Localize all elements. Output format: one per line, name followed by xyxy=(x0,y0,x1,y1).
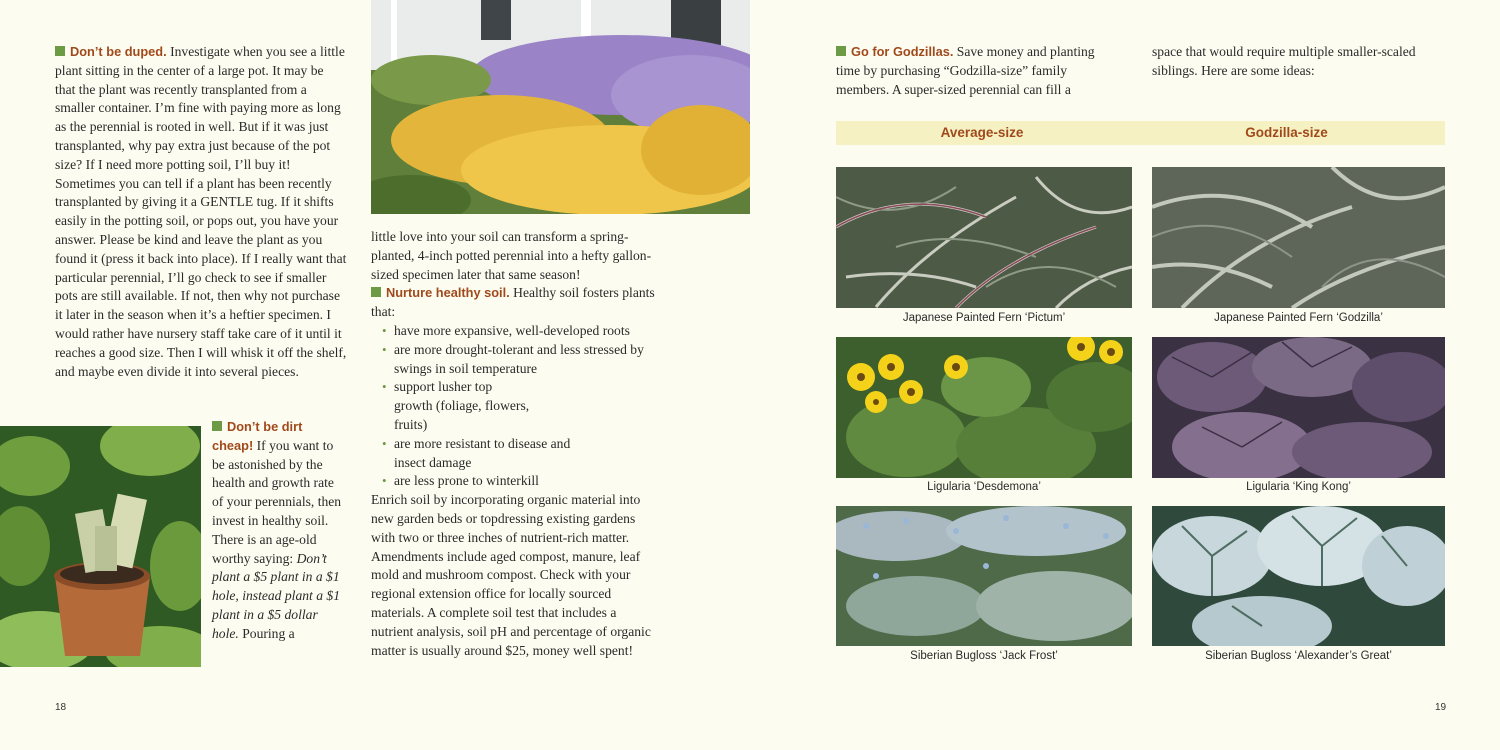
list-item: • have more expansive, well-developed roots xyxy=(371,322,661,341)
list-item: • are more drought-tolerant and less stressed by swings in soil temperature xyxy=(382,341,644,376)
square-bullet-icon xyxy=(836,46,846,56)
ligularia-king-kong-photo xyxy=(1152,337,1445,478)
godzilla-intro-paragraph xyxy=(836,43,1121,99)
bugloss-alexanders-great-photo xyxy=(1152,506,1445,646)
ligularia-desdemona-photo xyxy=(836,337,1132,478)
enrich-soil-paragraph: Enrich soil by incorporating organic material into new garden beds or topdressing existing gardens with two or three inches of nutrient-rich matter. Amendments include aged compost, manure, leaf mold and mushroom compost. Check with your regional extension office for locally sourced materials. A complete soil test that includes a nutrient analysis, soil pH and percentage of organic matter is usually around $25, money well spent! xyxy=(371,492,651,658)
dont-be-duped-paragraph xyxy=(55,43,347,381)
ligularia-desdemona-caption: Ligularia ‘Desdemona’ xyxy=(927,481,1041,493)
square-bullet-icon xyxy=(212,421,222,431)
bullet-dot-icon: • xyxy=(382,435,387,451)
list-item: • are less prone to winterkill xyxy=(371,472,661,491)
soil-continuation: little love into your soil can transform a spring-planted, 4-inch potted perennial into a hefty gallon-sized specimen later that same season! xyxy=(371,229,652,282)
list-item: • are more resistant to disease and insect damage xyxy=(382,435,571,470)
garden-bed-photo xyxy=(371,0,750,214)
garden-bed-image xyxy=(371,0,750,214)
bugloss-jack-frost-photo xyxy=(836,506,1132,646)
nurture-soil-text: Healthy soil fosters plants that: xyxy=(371,285,655,320)
ligularia-king-kong-image xyxy=(1152,337,1445,478)
bugloss-jack-frost-image xyxy=(836,506,1132,646)
fern-godzilla-image xyxy=(1152,167,1445,308)
nurture-soil-heading: Nurture healthy soil. xyxy=(386,285,510,301)
square-bullet-icon xyxy=(55,46,65,56)
right-page xyxy=(750,0,1500,750)
bullet-dot-icon: • xyxy=(382,379,387,395)
godzilla-intro-right xyxy=(1152,43,1452,81)
money-plant-image xyxy=(0,426,201,667)
dirt-cheap-heading: Don’t be dirt cheap! xyxy=(212,419,303,453)
godzilla-heading: Go for Godzillas. xyxy=(851,44,954,59)
ligularia-king-kong-caption: Ligularia ‘King Kong’ xyxy=(1246,481,1351,493)
column-two xyxy=(371,228,661,660)
comparison-table-header xyxy=(836,121,1445,145)
fern-godzilla-photo xyxy=(1152,167,1445,308)
page-number-right: 19 xyxy=(1435,702,1447,713)
dont-be-duped-section xyxy=(55,43,347,381)
money-plant-photo xyxy=(0,426,201,667)
list-item: • support lusher top growth (foliage, flowers, fruits) xyxy=(382,379,530,432)
fern-pictum-photo xyxy=(836,167,1132,308)
dont-be-duped-text: Investigate when you see a little plant sitting in the center of a large pot. It may be that the plant was recently transplanted from a smaller container. I’m fine with paying more as long as the perennial is rooted in well. But if it was just transplanted, why pay extra just because of the pot size? If I need more potting soil, I’ll buy it! Sometimes you can tell if a plant has been recently transplanted by giving it a GENTLE tug. If it shifts easily in the potting soil, or pops out, you have your answer. Please be kind and leave the plant as you found it (press it back into place). If I really want that particular perennial, I’ll go check to see if smaller pots are still available. If not, then why not purchase it later in the season when it’s a heftier specimen. I would rather have nursery staff take care of it until it reaches a good size. Then I will whisk it off the shelf, and maybe even divide it into several pieces. xyxy=(55,44,347,379)
ligularia-desdemona-image xyxy=(836,337,1132,478)
dirt-cheap-tail: Pouring a xyxy=(238,625,295,641)
bugloss-jack-frost-caption: Siberian Bugloss ‘Jack Frost’ xyxy=(910,650,1058,662)
dont-be-duped-heading: Don’t be duped. xyxy=(70,44,167,59)
dirt-cheap-section xyxy=(212,418,347,644)
average-size-header: Average-size xyxy=(940,125,1024,140)
bugloss-alexanders-great-image xyxy=(1152,506,1445,646)
nurture-soil-paragraph xyxy=(371,284,661,322)
godzilla-text: Save money and planting time by purchasing “Godzilla-size” family members. A super-sized perennial can fill a xyxy=(836,44,1095,97)
soil-benefits-list xyxy=(371,322,661,491)
square-bullet-icon xyxy=(371,287,381,297)
godzilla-continuation: space that would require multiple smaller-scaled siblings. Here are some ideas: xyxy=(1152,44,1416,78)
bullet-dot-icon: • xyxy=(382,473,387,489)
fern-godzilla-caption: Japanese Painted Fern ‘Godzilla’ xyxy=(1214,312,1383,324)
dirt-cheap-quote: Don’t plant a $5 plant in a $1 hole, instead plant a $1 plant in a $5 dollar hole. xyxy=(212,550,340,641)
bugloss-alexanders-great-caption: Siberian Bugloss ‘Alexander’s Great’ xyxy=(1205,650,1392,662)
dirt-cheap-text: If you want to be astonished by the health and growth rate of your perennials, then invest in healthy soil. There is an age-old worthy saying: xyxy=(212,437,342,566)
fern-pictum-image xyxy=(836,167,1132,308)
godzilla-intro-left xyxy=(836,43,1121,99)
fern-pictum-caption: Japanese Painted Fern ‘Pictum’ xyxy=(902,312,1066,324)
godzilla-size-header: Godzilla-size xyxy=(1245,125,1328,140)
bullet-dot-icon: • xyxy=(382,322,387,338)
page-number-left: 18 xyxy=(55,702,67,713)
bullet-dot-icon: • xyxy=(382,341,387,357)
dirt-cheap-paragraph xyxy=(212,418,347,644)
